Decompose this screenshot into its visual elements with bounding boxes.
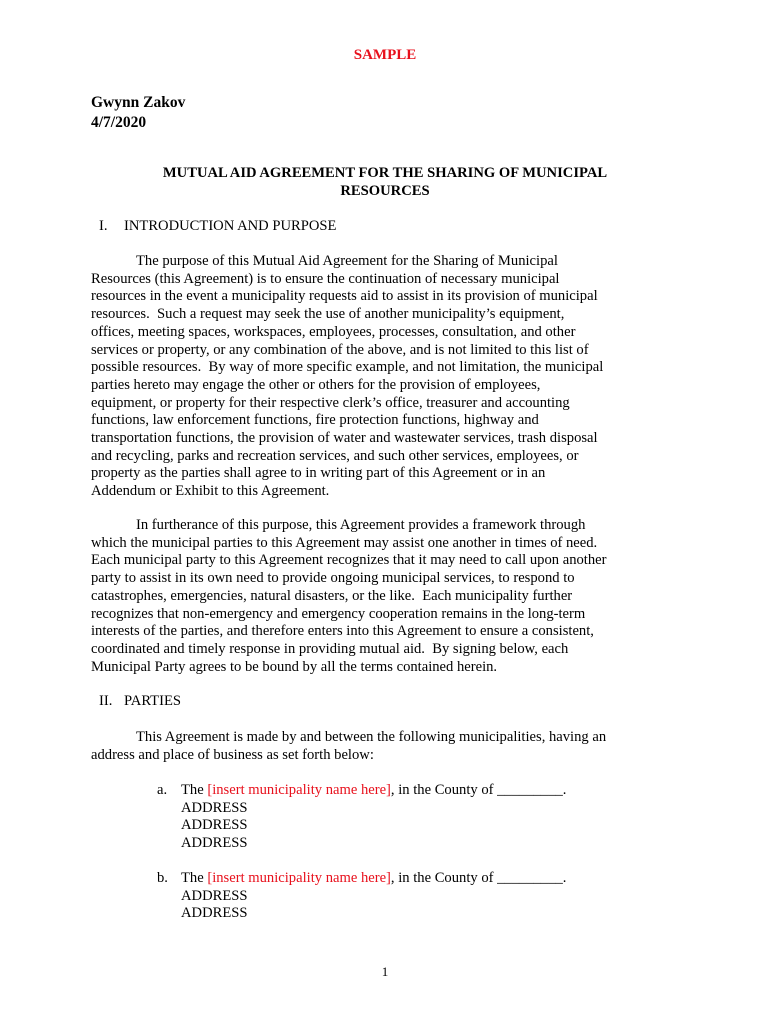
- author-block: [91, 93, 185, 133]
- title-line-2: RESOURCES: [340, 183, 430, 199]
- party-item-b: [157, 870, 566, 923]
- text-line: Each municipal party to this Agreement recognizes that it may need to call upon another: [91, 552, 607, 569]
- text-line: interests of the parties, and therefore enters into this Agreement to ensure a consistent,: [91, 623, 594, 640]
- text-line: possible resources. By way of more specific example, and not limitation, the municipal: [91, 359, 604, 376]
- section-1-paragraph-1: [91, 253, 689, 501]
- text-line: services or property, or any combination of the above, and is not limited to this list of: [91, 341, 589, 358]
- text-line: and recycling, parks and recreation services, and such other services, employees, or: [91, 447, 579, 464]
- county-blank: , in the County of _________.: [390, 782, 567, 798]
- county-blank: , in the County of _________.: [390, 870, 567, 886]
- text-line: catastrophes, emergencies, natural disasters, or the like. Each municipality further: [91, 587, 573, 604]
- section-2-number: II.: [99, 693, 113, 709]
- text-line: In furtherance of this purpose, this Agreement provides a framework through: [136, 517, 586, 533]
- section-1-paragraph-2: [91, 517, 689, 676]
- municipality-name-placeholder[interactable]: [insert municipality name here]: [207, 782, 391, 798]
- text-line: equipment, or property for their respective clerk’s office, treasurer and accounting: [91, 394, 570, 411]
- party-item-a: [157, 782, 566, 853]
- document-date: 4/7/2020: [91, 114, 147, 131]
- section-2-paragraph-1: [91, 729, 689, 764]
- text-line: Municipal Party agrees to be bound by all the terms contained herein.: [91, 658, 498, 675]
- section-2-heading: [99, 693, 181, 711]
- text-line: address and place of business as set forth below:: [91, 746, 374, 763]
- text-line: functions, law enforcement functions, fire protection functions, highway and: [91, 412, 539, 429]
- address-line: ADDRESS: [181, 905, 248, 922]
- address-line: ADDRESS: [181, 817, 248, 834]
- text-line: Resources (this Agreement) is to ensure the continuation of necessary municipal: [91, 270, 560, 287]
- list-label: b.: [157, 870, 168, 886]
- party-prefix: The: [181, 870, 208, 886]
- sample-watermark-label: SAMPLE: [353, 47, 417, 63]
- text-line: This Agreement is made by and between the following municipalities, having an: [136, 729, 607, 745]
- text-line: transportation functions, the provision of water and wastewater services, trash disposal: [91, 430, 598, 447]
- address-line: ADDRESS: [181, 887, 248, 904]
- text-line: Addendum or Exhibit to this Agreement.: [91, 483, 330, 500]
- text-line: resources. Such a request may seek the use of another municipality’s equipment,: [91, 306, 565, 323]
- list-label: a.: [157, 782, 168, 798]
- text-line: which the municipal parties to this Agreement may assist one another in times of need.: [91, 534, 598, 551]
- text-line: recognizes that non-emergency and emergency cooperation remains in the long-term: [91, 605, 586, 622]
- text-line: coordinated and timely response in providing mutual aid. By signing below, each: [91, 640, 569, 657]
- text-line: property as the parties shall agree to in writing part of this Agreement or in an: [91, 465, 546, 482]
- text-line: parties hereto may engage the other or others for the provision of employees,: [91, 376, 541, 393]
- text-line: resources in the event a municipality requests aid to assist in its provision of municipal: [91, 288, 598, 305]
- section-1-heading: [99, 218, 336, 236]
- text-line: offices, meeting spaces, workspaces, employees, processes, consultation, and other: [91, 323, 576, 340]
- address-line: ADDRESS: [181, 835, 248, 852]
- municipality-name-placeholder[interactable]: [insert municipality name here]: [207, 870, 391, 886]
- party-prefix: The: [181, 782, 208, 798]
- author-name: Gwynn Zakov: [91, 94, 186, 111]
- text-line: The purpose of this Mutual Aid Agreement for the Sharing of Municipal: [136, 253, 558, 269]
- section-1-number: I.: [99, 218, 108, 234]
- section-1-title: INTRODUCTION AND PURPOSE: [124, 218, 337, 234]
- text-line: party to assist in its own need to provide ongoing municipal services, to respond to: [91, 570, 575, 587]
- page-number: 1: [381, 964, 389, 979]
- section-2-title: PARTIES: [124, 693, 181, 709]
- document-title: [120, 164, 650, 200]
- title-line-1: MUTUAL AID AGREEMENT FOR THE SHARING OF MUNICIPAL: [162, 165, 608, 181]
- address-line: ADDRESS: [181, 799, 248, 816]
